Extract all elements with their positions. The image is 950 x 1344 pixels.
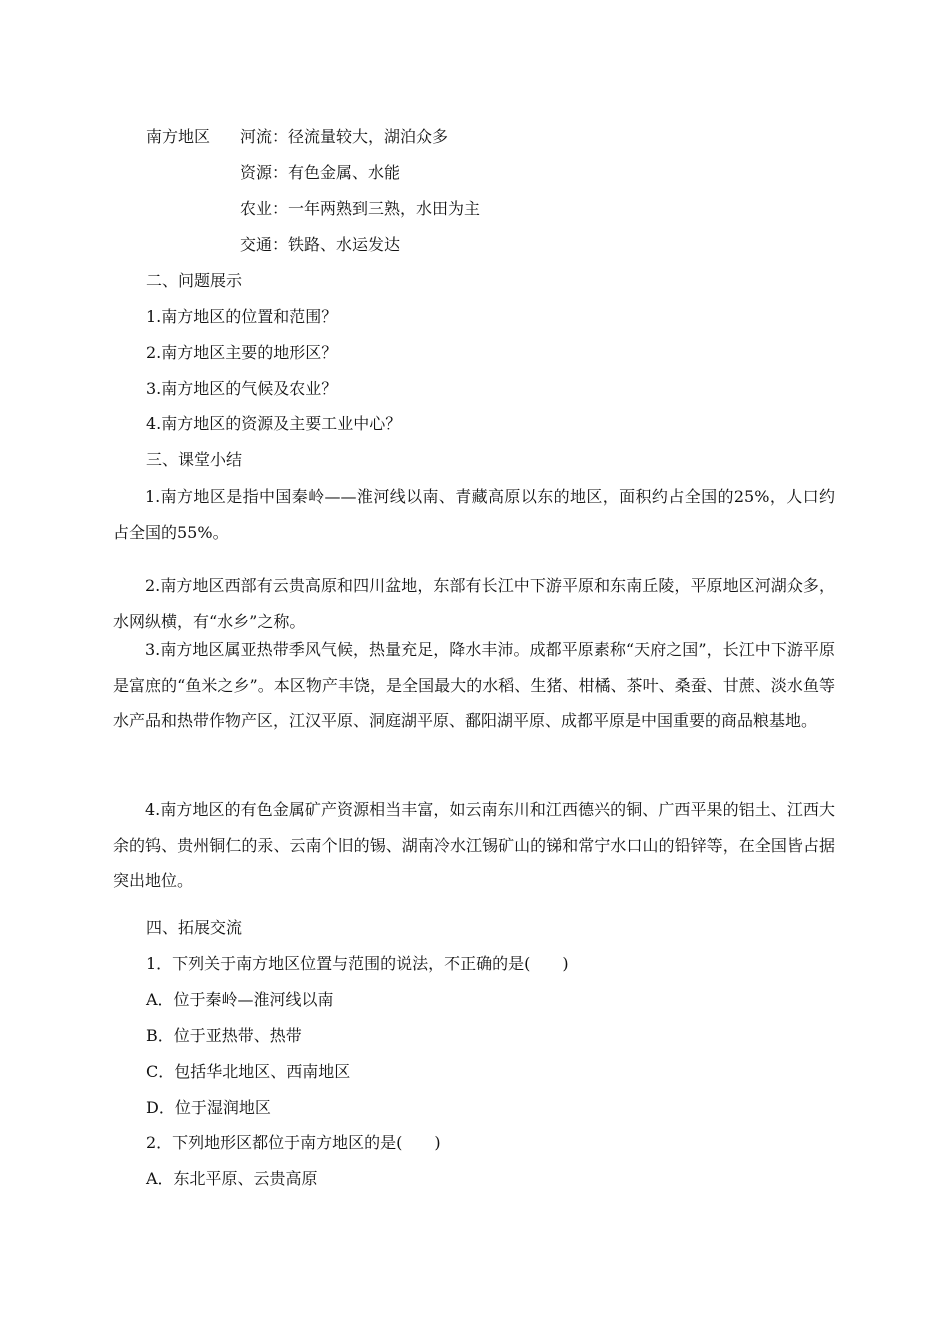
question-item: 3.南方地区的气候及农业？ xyxy=(146,379,338,398)
quiz-option: D．位于湿润地区 xyxy=(146,1098,271,1117)
region-label: 南方地区 xyxy=(146,127,211,146)
section-heading-summary: 三、课堂小结 xyxy=(146,450,243,469)
quiz-question-stem: 2．下列地形区都位于南方地区的是( ) xyxy=(146,1133,441,1152)
quiz-option: A．位于秦岭—淮河线以南 xyxy=(146,990,334,1009)
quiz-option: A．东北平原、云贵高原 xyxy=(146,1169,318,1188)
summary-paragraph: 1.南方地区是指中国秦岭——淮河线以南、青藏高原以东的地区，面积约占全国的25%，人口约占全国的55%。 xyxy=(113,487,835,542)
summary-item-agriculture: 农业：一年两熟到三熟，水田为主 xyxy=(240,199,481,218)
summary-item-rivers: 河流：径流量较大，湖泊众多 xyxy=(240,127,449,146)
quiz-question-stem: 1．下列关于南方地区位置与范围的说法，不正确的是( ) xyxy=(146,954,569,973)
quiz-option: C．包括华北地区、西南地区 xyxy=(146,1062,351,1081)
summary-paragraph: 2.南方地区西部有云贵高原和四川盆地，东部有长江中下游平原和东南丘陵，平原地区河湖众多，水网纵横，有“水乡”之称。 xyxy=(113,576,835,631)
section-heading-extension: 四、拓展交流 xyxy=(146,918,243,937)
question-item: 2.南方地区主要的地形区？ xyxy=(146,343,338,362)
summary-paragraph: 4.南方地区的有色金属矿产资源相当丰富，如云南东川和江西德兴的铜、广西平果的铝土、江西大余的钨、贵州铜仁的汞、云南个旧的锡、湖南冷水江锡矿山的锑和常宁水口山的铅锌等，在全国皆占据突出地位。 xyxy=(113,800,835,891)
section-heading-questions: 二、问题展示 xyxy=(146,271,243,290)
question-item: 1.南方地区的位置和范围？ xyxy=(146,307,338,326)
summary-item-transport: 交通：铁路、水运发达 xyxy=(240,235,401,254)
question-item: 4.南方地区的资源及主要工业中心？ xyxy=(146,414,402,433)
quiz-option: B．位于亚热带、热带 xyxy=(146,1026,302,1045)
summary-item-resources: 资源：有色金属、水能 xyxy=(240,163,401,182)
summary-paragraph: 3.南方地区属亚热带季风气候，热量充足，降水丰沛。成都平原素称“天府之国”，长江中下游平原是富庶的“鱼米之乡”。本区物产丰饶，是全国最大的水稻、生猪、柑橘、茶叶、桑蚕、甘蔗、淡水鱼等水产品和热带作物产区，江汉平原、洞庭湖平原、鄱阳湖平原、成都平原是中国重要的商品粮基地。 xyxy=(113,640,835,731)
